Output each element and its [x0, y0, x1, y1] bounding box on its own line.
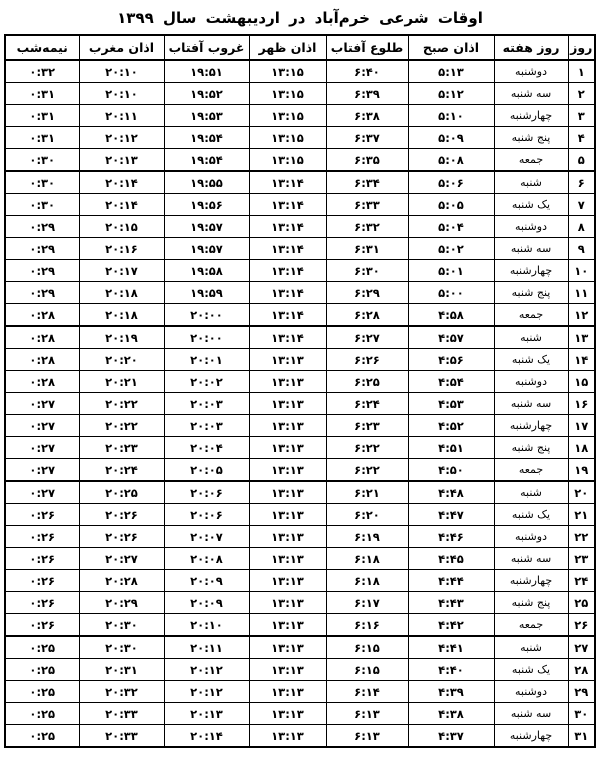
cell-weekday: جمعه — [494, 304, 568, 327]
cell-weekday: چهارشنبه — [494, 105, 568, 127]
table-row — [5, 548, 595, 570]
cell-day-number: ۲۳ — [568, 548, 595, 570]
cell-sunset-time: ۲۰:۰۶ — [164, 504, 249, 526]
cell-noon-azan-time: ۱۳:۱۴ — [249, 260, 326, 282]
cell-sunrise-time: ۶:۱۵ — [326, 636, 408, 659]
cell-sunset-time: ۲۰:۱۱ — [164, 636, 249, 659]
cell-midnight-time: ۰:۲۶ — [5, 526, 79, 548]
table-row — [5, 415, 595, 437]
cell-day-number: ۷ — [568, 194, 595, 216]
cell-sunrise-time: ۶:۳۷ — [326, 127, 408, 149]
cell-sunset-time: ۱۹:۵۱ — [164, 60, 249, 83]
cell-maghrib-azan-time: ۲۰:۱۸ — [79, 304, 164, 327]
cell-maghrib-azan-time: ۲۰:۱۶ — [79, 238, 164, 260]
cell-sunrise-time: ۶:۲۲ — [326, 437, 408, 459]
table-row — [5, 659, 595, 681]
cell-sunrise-time: ۶:۲۶ — [326, 349, 408, 371]
cell-weekday: پنج شنبه — [494, 437, 568, 459]
cell-weekday: دوشنبه — [494, 216, 568, 238]
cell-sunset-time: ۲۰:۰۴ — [164, 437, 249, 459]
cell-day-number: ۱۵ — [568, 371, 595, 393]
cell-weekday: سه شنبه — [494, 83, 568, 105]
cell-weekday: یک شنبه — [494, 349, 568, 371]
cell-weekday: دوشنبه — [494, 60, 568, 83]
column-header-fajr-azan: اذان صبح — [408, 35, 494, 60]
cell-day-number: ۶ — [568, 171, 595, 194]
cell-maghrib-azan-time: ۲۰:۲۲ — [79, 415, 164, 437]
cell-maghrib-azan-time: ۲۰:۱۴ — [79, 194, 164, 216]
cell-weekday: دوشنبه — [494, 526, 568, 548]
cell-fajr-azan-time: ۴:۴۸ — [408, 481, 494, 504]
cell-midnight-time: ۰:۲۸ — [5, 349, 79, 371]
table-row — [5, 504, 595, 526]
cell-maghrib-azan-time: ۲۰:۲۶ — [79, 504, 164, 526]
cell-midnight-time: ۰:۲۹ — [5, 238, 79, 260]
cell-weekday: چهارشنبه — [494, 570, 568, 592]
cell-fajr-azan-time: ۵:۰۱ — [408, 260, 494, 282]
cell-sunrise-time: ۶:۱۸ — [326, 548, 408, 570]
cell-weekday: شنبه — [494, 171, 568, 194]
cell-sunrise-time: ۶:۲۴ — [326, 393, 408, 415]
column-header-day: روز — [568, 35, 595, 60]
table-row — [5, 149, 595, 172]
cell-noon-azan-time: ۱۳:۱۴ — [249, 282, 326, 304]
cell-sunset-time: ۲۰:۱۳ — [164, 703, 249, 725]
cell-sunrise-time: ۶:۲۸ — [326, 304, 408, 327]
cell-fajr-azan-time: ۴:۴۲ — [408, 614, 494, 637]
cell-day-number: ۲۴ — [568, 570, 595, 592]
cell-maghrib-azan-time: ۲۰:۲۳ — [79, 437, 164, 459]
cell-sunset-time: ۲۰:۰۰ — [164, 304, 249, 327]
cell-fajr-azan-time: ۴:۵۱ — [408, 437, 494, 459]
cell-fajr-azan-time: ۴:۵۷ — [408, 326, 494, 349]
cell-noon-azan-time: ۱۳:۱۴ — [249, 171, 326, 194]
table-row — [5, 570, 595, 592]
cell-day-number: ۲۵ — [568, 592, 595, 614]
cell-midnight-time: ۰:۳۱ — [5, 105, 79, 127]
cell-fajr-azan-time: ۵:۱۰ — [408, 105, 494, 127]
cell-midnight-time: ۰:۲۷ — [5, 393, 79, 415]
cell-maghrib-azan-time: ۲۰:۱۴ — [79, 171, 164, 194]
cell-sunrise-time: ۶:۲۷ — [326, 326, 408, 349]
cell-maghrib-azan-time: ۲۰:۲۶ — [79, 526, 164, 548]
cell-noon-azan-time: ۱۳:۱۴ — [249, 238, 326, 260]
cell-sunset-time: ۱۹:۵۸ — [164, 260, 249, 282]
table-row — [5, 171, 595, 194]
cell-day-number: ۱۲ — [568, 304, 595, 327]
cell-sunset-time: ۲۰:۰۹ — [164, 592, 249, 614]
cell-maghrib-azan-time: ۲۰:۲۱ — [79, 371, 164, 393]
cell-midnight-time: ۰:۳۱ — [5, 83, 79, 105]
cell-day-number: ۲۲ — [568, 526, 595, 548]
cell-fajr-azan-time: ۴:۵۴ — [408, 371, 494, 393]
cell-sunrise-time: ۶:۱۹ — [326, 526, 408, 548]
cell-midnight-time: ۰:۳۱ — [5, 127, 79, 149]
cell-midnight-time: ۰:۲۶ — [5, 548, 79, 570]
cell-sunset-time: ۲۰:۰۸ — [164, 548, 249, 570]
cell-day-number: ۹ — [568, 238, 595, 260]
cell-maghrib-azan-time: ۲۰:۱۹ — [79, 326, 164, 349]
cell-sunrise-time: ۶:۳۲ — [326, 216, 408, 238]
cell-maghrib-azan-time: ۲۰:۱۷ — [79, 260, 164, 282]
cell-weekday: یک شنبه — [494, 194, 568, 216]
cell-sunset-time: ۲۰:۰۶ — [164, 481, 249, 504]
cell-day-number: ۲۱ — [568, 504, 595, 526]
table-row — [5, 725, 595, 748]
cell-sunrise-time: ۶:۱۳ — [326, 703, 408, 725]
table-row — [5, 60, 595, 83]
cell-midnight-time: ۰:۲۸ — [5, 371, 79, 393]
cell-weekday: دوشنبه — [494, 681, 568, 703]
cell-fajr-azan-time: ۵:۰۸ — [408, 149, 494, 172]
cell-fajr-azan-time: ۵:۰۶ — [408, 171, 494, 194]
table-row — [5, 83, 595, 105]
cell-noon-azan-time: ۱۳:۱۳ — [249, 681, 326, 703]
cell-noon-azan-time: ۱۳:۱۳ — [249, 349, 326, 371]
cell-sunrise-time: ۶:۳۹ — [326, 83, 408, 105]
cell-maghrib-azan-time: ۲۰:۲۸ — [79, 570, 164, 592]
table-row — [5, 526, 595, 548]
table-row — [5, 326, 595, 349]
cell-maghrib-azan-time: ۲۰:۳۲ — [79, 681, 164, 703]
cell-day-number: ۱۸ — [568, 437, 595, 459]
header-row — [5, 35, 595, 60]
cell-sunset-time: ۱۹:۵۳ — [164, 105, 249, 127]
cell-midnight-time: ۰:۲۵ — [5, 659, 79, 681]
cell-midnight-time: ۰:۲۶ — [5, 570, 79, 592]
cell-maghrib-azan-time: ۲۰:۲۲ — [79, 393, 164, 415]
cell-weekday: سه شنبه — [494, 393, 568, 415]
cell-weekday: جمعه — [494, 614, 568, 637]
cell-sunset-time: ۲۰:۰۱ — [164, 349, 249, 371]
cell-fajr-azan-time: ۵:۰۴ — [408, 216, 494, 238]
cell-maghrib-azan-time: ۲۰:۲۷ — [79, 548, 164, 570]
cell-day-number: ۲۶ — [568, 614, 595, 637]
cell-day-number: ۱۱ — [568, 282, 595, 304]
cell-midnight-time: ۰:۳۰ — [5, 149, 79, 172]
cell-sunrise-time: ۶:۳۳ — [326, 194, 408, 216]
cell-fajr-azan-time: ۵:۰۰ — [408, 282, 494, 304]
cell-sunset-time: ۱۹:۵۹ — [164, 282, 249, 304]
cell-sunset-time: ۱۹:۵۶ — [164, 194, 249, 216]
cell-maghrib-azan-time: ۲۰:۱۵ — [79, 216, 164, 238]
cell-sunset-time: ۱۹:۵۴ — [164, 127, 249, 149]
cell-sunset-time: ۲۰:۰۹ — [164, 570, 249, 592]
cell-sunset-time: ۱۹:۵۷ — [164, 238, 249, 260]
column-header-weekday: روز هفته — [494, 35, 568, 60]
cell-weekday: چهارشنبه — [494, 260, 568, 282]
cell-sunset-time: ۲۰:۱۲ — [164, 681, 249, 703]
cell-day-number: ۱۶ — [568, 393, 595, 415]
cell-maghrib-azan-time: ۲۰:۲۵ — [79, 481, 164, 504]
cell-midnight-time: ۰:۲۵ — [5, 681, 79, 703]
cell-sunset-time: ۱۹:۵۴ — [164, 149, 249, 172]
cell-maghrib-azan-time: ۲۰:۳۳ — [79, 725, 164, 748]
cell-fajr-azan-time: ۴:۵۰ — [408, 459, 494, 482]
cell-fajr-azan-time: ۴:۴۱ — [408, 636, 494, 659]
table-row — [5, 437, 595, 459]
cell-maghrib-azan-time: ۲۰:۳۰ — [79, 636, 164, 659]
cell-fajr-azan-time: ۴:۵۸ — [408, 304, 494, 327]
cell-sunrise-time: ۶:۲۹ — [326, 282, 408, 304]
cell-noon-azan-time: ۱۳:۱۳ — [249, 371, 326, 393]
cell-sunset-time: ۲۰:۰۳ — [164, 393, 249, 415]
table-row — [5, 459, 595, 482]
cell-day-number: ۸ — [568, 216, 595, 238]
cell-sunset-time: ۲۰:۰۰ — [164, 326, 249, 349]
cell-midnight-time: ۰:۳۰ — [5, 194, 79, 216]
cell-weekday: پنج شنبه — [494, 592, 568, 614]
cell-fajr-azan-time: ۴:۴۷ — [408, 504, 494, 526]
cell-sunrise-time: ۶:۲۵ — [326, 371, 408, 393]
cell-sunrise-time: ۶:۱۴ — [326, 681, 408, 703]
cell-weekday: شنبه — [494, 636, 568, 659]
cell-weekday: سه شنبه — [494, 548, 568, 570]
cell-noon-azan-time: ۱۳:۱۳ — [249, 703, 326, 725]
cell-weekday: سه شنبه — [494, 703, 568, 725]
cell-sunrise-time: ۶:۳۸ — [326, 105, 408, 127]
cell-noon-azan-time: ۱۳:۱۳ — [249, 415, 326, 437]
cell-weekday: چهارشنبه — [494, 725, 568, 748]
cell-sunrise-time: ۶:۱۶ — [326, 614, 408, 637]
cell-day-number: ۲۹ — [568, 681, 595, 703]
prayer-times-table — [4, 34, 596, 748]
cell-day-number: ۳ — [568, 105, 595, 127]
cell-weekday: دوشنبه — [494, 371, 568, 393]
cell-sunset-time: ۱۹:۵۷ — [164, 216, 249, 238]
cell-weekday: یک شنبه — [494, 659, 568, 681]
cell-sunrise-time: ۶:۲۱ — [326, 481, 408, 504]
cell-midnight-time: ۰:۲۷ — [5, 415, 79, 437]
cell-fajr-azan-time: ۴:۳۹ — [408, 681, 494, 703]
cell-sunset-time: ۲۰:۱۰ — [164, 614, 249, 637]
table-row — [5, 127, 595, 149]
cell-midnight-time: ۰:۲۶ — [5, 504, 79, 526]
cell-noon-azan-time: ۱۳:۱۳ — [249, 659, 326, 681]
cell-sunrise-time: ۶:۱۷ — [326, 592, 408, 614]
cell-noon-azan-time: ۱۳:۱۳ — [249, 548, 326, 570]
cell-noon-azan-time: ۱۳:۱۵ — [249, 83, 326, 105]
cell-sunset-time: ۲۰:۰۷ — [164, 526, 249, 548]
table-row — [5, 216, 595, 238]
cell-midnight-time: ۰:۳۰ — [5, 171, 79, 194]
table-row — [5, 614, 595, 637]
table-row — [5, 304, 595, 327]
cell-weekday: یک شنبه — [494, 504, 568, 526]
cell-sunrise-time: ۶:۱۸ — [326, 570, 408, 592]
cell-maghrib-azan-time: ۲۰:۱۱ — [79, 105, 164, 127]
cell-sunrise-time: ۶:۱۳ — [326, 725, 408, 748]
cell-sunset-time: ۲۰:۰۲ — [164, 371, 249, 393]
cell-sunrise-time: ۶:۱۵ — [326, 659, 408, 681]
cell-noon-azan-time: ۱۳:۱۴ — [249, 194, 326, 216]
cell-sunset-time: ۲۰:۰۳ — [164, 415, 249, 437]
cell-day-number: ۵ — [568, 149, 595, 172]
cell-day-number: ۱۳ — [568, 326, 595, 349]
table-row — [5, 393, 595, 415]
cell-noon-azan-time: ۱۳:۱۳ — [249, 725, 326, 748]
cell-weekday: جمعه — [494, 459, 568, 482]
cell-noon-azan-time: ۱۳:۱۳ — [249, 437, 326, 459]
cell-midnight-time: ۰:۲۶ — [5, 592, 79, 614]
cell-fajr-azan-time: ۵:۰۹ — [408, 127, 494, 149]
cell-noon-azan-time: ۱۳:۱۳ — [249, 614, 326, 637]
cell-day-number: ۲۰ — [568, 481, 595, 504]
cell-fajr-azan-time: ۴:۵۶ — [408, 349, 494, 371]
cell-weekday: پنج شنبه — [494, 127, 568, 149]
cell-sunset-time: ۲۰:۱۲ — [164, 659, 249, 681]
cell-maghrib-azan-time: ۲۰:۱۳ — [79, 149, 164, 172]
cell-midnight-time: ۰:۲۸ — [5, 304, 79, 327]
cell-sunrise-time: ۶:۳۰ — [326, 260, 408, 282]
cell-noon-azan-time: ۱۳:۱۵ — [249, 149, 326, 172]
table-row — [5, 636, 595, 659]
cell-day-number: ۳۱ — [568, 725, 595, 748]
cell-maghrib-azan-time: ۲۰:۲۴ — [79, 459, 164, 482]
cell-sunset-time: ۱۹:۵۵ — [164, 171, 249, 194]
cell-fajr-azan-time: ۴:۵۳ — [408, 393, 494, 415]
cell-day-number: ۳۰ — [568, 703, 595, 725]
cell-weekday: پنج شنبه — [494, 282, 568, 304]
cell-day-number: ۴ — [568, 127, 595, 149]
table-row — [5, 260, 595, 282]
cell-weekday: شنبه — [494, 326, 568, 349]
table-row — [5, 681, 595, 703]
cell-noon-azan-time: ۱۳:۱۴ — [249, 304, 326, 327]
column-header-midnight: نیمه‌شب — [5, 35, 79, 60]
cell-midnight-time: ۰:۲۵ — [5, 703, 79, 725]
cell-noon-azan-time: ۱۳:۱۳ — [249, 504, 326, 526]
table-row — [5, 282, 595, 304]
cell-noon-azan-time: ۱۳:۱۵ — [249, 60, 326, 83]
cell-midnight-time: ۰:۳۲ — [5, 60, 79, 83]
cell-weekday: جمعه — [494, 149, 568, 172]
cell-fajr-azan-time: ۴:۴۵ — [408, 548, 494, 570]
column-header-maghrib-azan: اذان مغرب — [79, 35, 164, 60]
cell-day-number: ۱۴ — [568, 349, 595, 371]
table-row — [5, 238, 595, 260]
cell-midnight-time: ۰:۲۹ — [5, 260, 79, 282]
cell-fajr-azan-time: ۵:۰۵ — [408, 194, 494, 216]
table-row — [5, 105, 595, 127]
cell-midnight-time: ۰:۲۸ — [5, 326, 79, 349]
cell-midnight-time: ۰:۲۵ — [5, 725, 79, 748]
cell-maghrib-azan-time: ۲۰:۱۰ — [79, 60, 164, 83]
cell-noon-azan-time: ۱۳:۱۳ — [249, 393, 326, 415]
table-row — [5, 703, 595, 725]
cell-noon-azan-time: ۱۳:۱۵ — [249, 127, 326, 149]
cell-sunrise-time: ۶:۳۱ — [326, 238, 408, 260]
cell-maghrib-azan-time: ۲۰:۲۰ — [79, 349, 164, 371]
table-row — [5, 349, 595, 371]
cell-sunrise-time: ۶:۲۰ — [326, 504, 408, 526]
cell-maghrib-azan-time: ۲۰:۳۰ — [79, 614, 164, 637]
cell-maghrib-azan-time: ۲۰:۱۲ — [79, 127, 164, 149]
cell-sunrise-time: ۶:۲۳ — [326, 415, 408, 437]
cell-fajr-azan-time: ۴:۵۲ — [408, 415, 494, 437]
cell-sunrise-time: ۶:۳۵ — [326, 149, 408, 172]
table-row — [5, 481, 595, 504]
column-header-sunset: غروب آفتاب — [164, 35, 249, 60]
cell-day-number: ۲ — [568, 83, 595, 105]
cell-fajr-azan-time: ۴:۴۳ — [408, 592, 494, 614]
table-row — [5, 194, 595, 216]
cell-weekday: شنبه — [494, 481, 568, 504]
cell-fajr-azan-time: ۵:۱۳ — [408, 60, 494, 83]
cell-day-number: ۱۷ — [568, 415, 595, 437]
cell-noon-azan-time: ۱۳:۱۳ — [249, 459, 326, 482]
cell-fajr-azan-time: ۵:۰۲ — [408, 238, 494, 260]
cell-weekday: سه شنبه — [494, 238, 568, 260]
cell-sunrise-time: ۶:۴۰ — [326, 60, 408, 83]
column-header-noon-azan: اذان ظهر — [249, 35, 326, 60]
cell-fajr-azan-time: ۴:۴۰ — [408, 659, 494, 681]
cell-sunset-time: ۲۰:۱۴ — [164, 725, 249, 748]
table-row — [5, 592, 595, 614]
cell-noon-azan-time: ۱۳:۱۳ — [249, 636, 326, 659]
cell-day-number: ۲۷ — [568, 636, 595, 659]
cell-midnight-time: ۰:۲۷ — [5, 481, 79, 504]
cell-day-number: ۱۰ — [568, 260, 595, 282]
cell-maghrib-azan-time: ۲۰:۳۳ — [79, 703, 164, 725]
cell-fajr-azan-time: ۵:۱۲ — [408, 83, 494, 105]
cell-noon-azan-time: ۱۳:۱۳ — [249, 592, 326, 614]
cell-fajr-azan-time: ۴:۴۶ — [408, 526, 494, 548]
cell-noon-azan-time: ۱۳:۱۳ — [249, 481, 326, 504]
cell-sunrise-time: ۶:۲۲ — [326, 459, 408, 482]
cell-midnight-time: ۰:۲۹ — [5, 282, 79, 304]
cell-day-number: ۱۹ — [568, 459, 595, 482]
cell-fajr-azan-time: ۴:۳۷ — [408, 725, 494, 748]
cell-day-number: ۲۸ — [568, 659, 595, 681]
cell-sunrise-time: ۶:۳۴ — [326, 171, 408, 194]
cell-maghrib-azan-time: ۲۰:۲۹ — [79, 592, 164, 614]
cell-maghrib-azan-time: ۲۰:۳۱ — [79, 659, 164, 681]
cell-noon-azan-time: ۱۳:۱۴ — [249, 216, 326, 238]
cell-noon-azan-time: ۱۳:۱۳ — [249, 570, 326, 592]
cell-maghrib-azan-time: ۲۰:۱۸ — [79, 282, 164, 304]
cell-midnight-time: ۰:۲۷ — [5, 437, 79, 459]
column-header-sunrise: طلوع آفتاب — [326, 35, 408, 60]
cell-noon-azan-time: ۱۳:۱۴ — [249, 326, 326, 349]
cell-day-number: ۱ — [568, 60, 595, 83]
cell-maghrib-azan-time: ۲۰:۱۰ — [79, 83, 164, 105]
cell-noon-azan-time: ۱۳:۱۵ — [249, 105, 326, 127]
cell-midnight-time: ۰:۲۹ — [5, 216, 79, 238]
cell-fajr-azan-time: ۴:۳۸ — [408, 703, 494, 725]
page-title: اوقات شرعی خرم‌آباد در اردیبهشت سال ۱۳۹۹ — [117, 9, 483, 27]
cell-weekday: چهارشنبه — [494, 415, 568, 437]
cell-sunset-time: ۱۹:۵۲ — [164, 83, 249, 105]
cell-midnight-time: ۰:۲۵ — [5, 636, 79, 659]
cell-midnight-time: ۰:۲۷ — [5, 459, 79, 482]
cell-midnight-time: ۰:۲۶ — [5, 614, 79, 637]
cell-sunset-time: ۲۰:۰۵ — [164, 459, 249, 482]
cell-fajr-azan-time: ۴:۴۴ — [408, 570, 494, 592]
table-row — [5, 371, 595, 393]
cell-noon-azan-time: ۱۳:۱۳ — [249, 526, 326, 548]
